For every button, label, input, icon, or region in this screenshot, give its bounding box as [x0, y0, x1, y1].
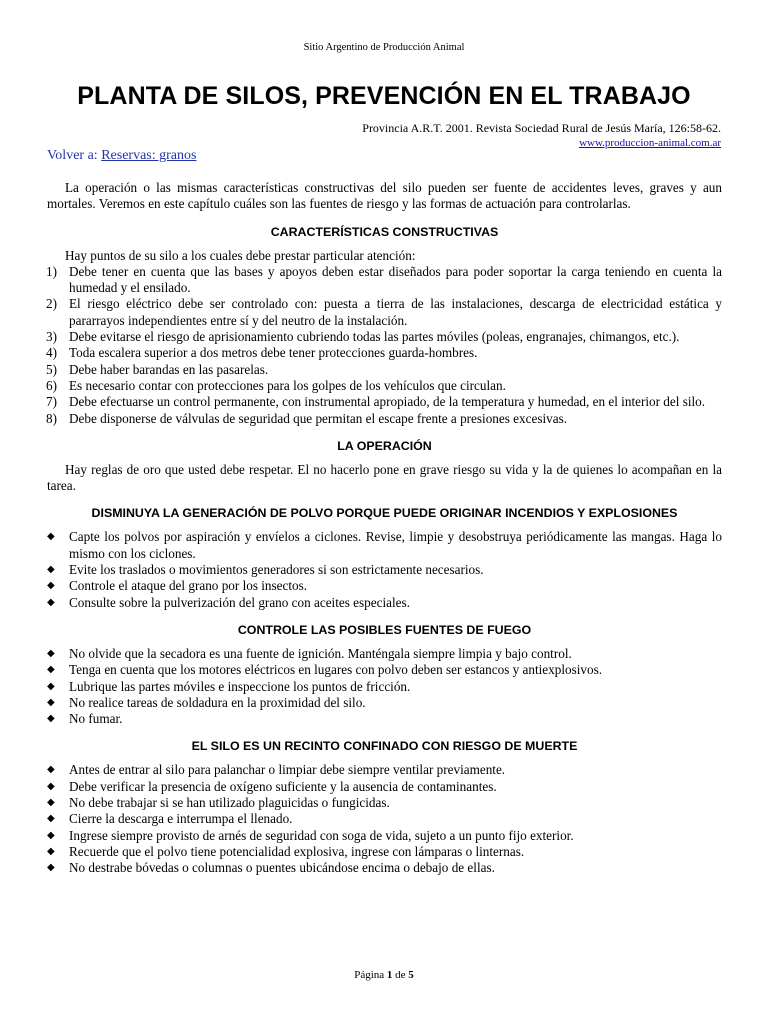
list-item-text: Lubrique las partes móviles e inspeccione los puntos de fricción. [69, 678, 411, 694]
site-header: Sitio Argentino de Producción Animal [303, 42, 465, 53]
list-item-text: Evite los traslados o movimientos generadores si son estrictamente necesarios. [69, 562, 484, 578]
list-item-text: Capte los polvos por aspiración y envíelos a ciclones. Revise, limpie y desobstruya periódicamente las mangas. Haga lo mismo con los ciclones. [69, 529, 722, 561]
citation-source: Provincia A.R.T. 2001. Revista Sociedad Rural de Jesús María, 126:58-62. [362, 121, 721, 135]
list-number: 3) [46, 329, 57, 345]
back-label: Volver a: [47, 148, 98, 163]
list-item [47, 679, 722, 695]
footer-current-page: 1 [386, 969, 393, 981]
section3-list [47, 529, 722, 610]
back-nav [47, 148, 196, 164]
list-item [47, 595, 722, 611]
list-item [47, 362, 722, 378]
diamond-bullet-icon: ◆ [47, 829, 55, 841]
list-item [47, 646, 722, 662]
list-item [47, 662, 722, 678]
list-item [47, 264, 722, 297]
section-heading-fuego: CONTROLE LAS POSIBLES FUENTES DE FUEGO [237, 622, 532, 637]
list-item [47, 779, 722, 795]
list-item-text: Ingrese siempre provisto de arnés de seguridad con soga de vida, sujeto a un punto fijo exterior. [69, 827, 574, 843]
diamond-bullet-icon: ◆ [47, 813, 55, 825]
section-heading-recinto: EL SILO ES UN RECINTO CONFINADO CON RIESGO DE MUERTE [191, 739, 578, 754]
list-item [47, 795, 722, 811]
diamond-bullet-icon: ◆ [47, 713, 55, 725]
list-number: 5) [46, 361, 57, 377]
footer-total-pages: 5 [408, 969, 414, 981]
diamond-bullet-icon: ◆ [47, 647, 55, 659]
citation [362, 121, 721, 150]
list-number: 4) [46, 345, 57, 361]
footer-page-label: Página [354, 969, 385, 981]
list-item [47, 695, 722, 711]
page-footer [0, 969, 768, 981]
citation-url-link[interactable]: www.produccion-animal.com.ar [579, 137, 721, 149]
section1-lead: Hay puntos de su silo a los cuales debe prestar particular atención: [65, 247, 416, 263]
list-number: 1) [46, 263, 57, 279]
list-item-text: Controle el ataque del grano por los insectos. [69, 578, 308, 594]
diamond-bullet-icon: ◆ [47, 764, 55, 776]
list-item-text: Recuerde que el polvo tiene potencialidad explosiva, ingrese con lámparas o linternas. [69, 843, 525, 859]
section-heading-caracteristicas: CARACTERÍSTICAS CONSTRUCTIVAS [270, 224, 499, 239]
list-item-text: No destrabe bóvedas o columnas o puentes ubicándose encima o debajo de ellas. [69, 860, 495, 876]
intro-paragraph: La operación o las mismas características constructivas del silo pueden ser fuente de accidentes leves, graves y aun mortales. Veremos en este capítulo cuáles son las fuentes de riesgo y las formas de actuación para controlarlas. [47, 180, 722, 212]
list-item [47, 860, 722, 876]
diamond-bullet-icon: ◆ [47, 531, 55, 543]
diamond-bullet-icon: ◆ [47, 580, 55, 592]
list-item-text: No fumar. [69, 711, 123, 727]
list-item [47, 296, 722, 329]
list-item-text: Debe disponerse de válvulas de seguridad que permitan el escape frente a presiones excesivas. [69, 410, 567, 426]
list-item-text: Antes de entrar al silo para palanchar o limpiar debe siempre ventilar previamente. [69, 762, 506, 778]
diamond-bullet-icon: ◆ [47, 564, 55, 576]
list-item [47, 562, 722, 578]
diamond-bullet-icon: ◆ [47, 845, 55, 857]
list-item-text: Debe tener en cuenta que las bases y apoyos deben estar diseñados para poder soportar la carga teniendo en cuenta la humedad y el ensilado. [69, 263, 722, 296]
diamond-bullet-icon: ◆ [47, 780, 55, 792]
list-item-text: No debe trabajar si se han utilizado plaguicidas o fungicidas. [69, 795, 390, 811]
section-heading-polvo: DISMINUYA LA GENERACIÓN DE POLVO PORQUE PUEDE ORIGINAR INCENDIOS Y EXPLOSIONES [91, 506, 678, 521]
list-item-text: Debe verificar la presencia de oxígeno suficiente y la ausencia de contaminantes. [69, 778, 497, 794]
section5-list [47, 762, 722, 876]
list-number: 2) [46, 296, 57, 312]
list-item [47, 329, 722, 345]
list-item [47, 844, 722, 860]
section1-list [47, 264, 722, 427]
list-item [47, 811, 722, 827]
page-title: PLANTA DE SILOS, PREVENCIÓN EN EL TRABAJO [77, 82, 691, 110]
list-item-text: Es necesario contar con protecciones para los golpes de los vehículos que circulan. [69, 377, 506, 393]
list-item-text: Debe haber barandas en las pasarelas. [69, 361, 269, 377]
list-item-text: No realice tareas de soldadura en la proximidad del silo. [69, 694, 366, 710]
list-item [47, 578, 722, 594]
diamond-bullet-icon: ◆ [47, 862, 55, 874]
list-item-text: El riesgo eléctrico debe ser controlado con: puesta a tierra de las instalaciones, descarga de electricidad estática y pararrayos independientes entre sí y del neutro de la instalación. [69, 296, 722, 328]
list-item [47, 529, 722, 562]
section2-paragraph: Hay reglas de oro que usted debe respetar. El no hacerlo pone en grave riesgo su vida y la de quienes lo acompañan en la tarea. [47, 461, 722, 494]
footer-sep: de [395, 969, 406, 981]
list-item [47, 394, 722, 410]
section4-list [47, 646, 722, 727]
list-number: 7) [46, 394, 57, 410]
list-item [47, 411, 722, 427]
list-item-text: Debe evitarse el riesgo de aprisionamiento cubriendo todas las partes móviles (poleas, engranajes, chimangos, etc.). [69, 329, 680, 345]
list-number: 8) [46, 410, 57, 426]
main-content [47, 180, 722, 877]
list-item-text: Consulte sobre la pulverización del grano con aceites especiales. [69, 594, 410, 610]
list-item [47, 378, 722, 394]
list-item [47, 711, 722, 727]
diamond-bullet-icon: ◆ [47, 680, 55, 692]
list-item [47, 828, 722, 844]
list-item [47, 762, 722, 778]
diamond-bullet-icon: ◆ [47, 664, 55, 676]
list-item-text: Toda escalera superior a dos metros debe tener protecciones guarda-hombres. [69, 345, 478, 361]
diamond-bullet-icon: ◆ [47, 596, 55, 608]
list-number: 6) [46, 377, 57, 393]
list-item-text: Cierre la descarga e interrumpa el llenado. [69, 811, 293, 827]
list-item-text: No olvide que la secadora es una fuente de ignición. Manténgala siempre limpia y bajo control. [69, 645, 572, 661]
back-link-reservas-granos[interactable]: Reservas: granos [101, 148, 197, 163]
section-heading-operacion: LA OPERACIÓN [337, 438, 432, 453]
list-item [47, 345, 722, 361]
diamond-bullet-icon: ◆ [47, 696, 55, 708]
list-item-text: Tenga en cuenta que los motores eléctricos en lugares con polvo deben ser estancos y antiexplosivos. [69, 662, 603, 678]
list-item-text: Debe efectuarse un control permanente, con instrumental apropiado, de la temperatura y humedad, en el interior del silo. [69, 394, 706, 410]
diamond-bullet-icon: ◆ [47, 797, 55, 809]
